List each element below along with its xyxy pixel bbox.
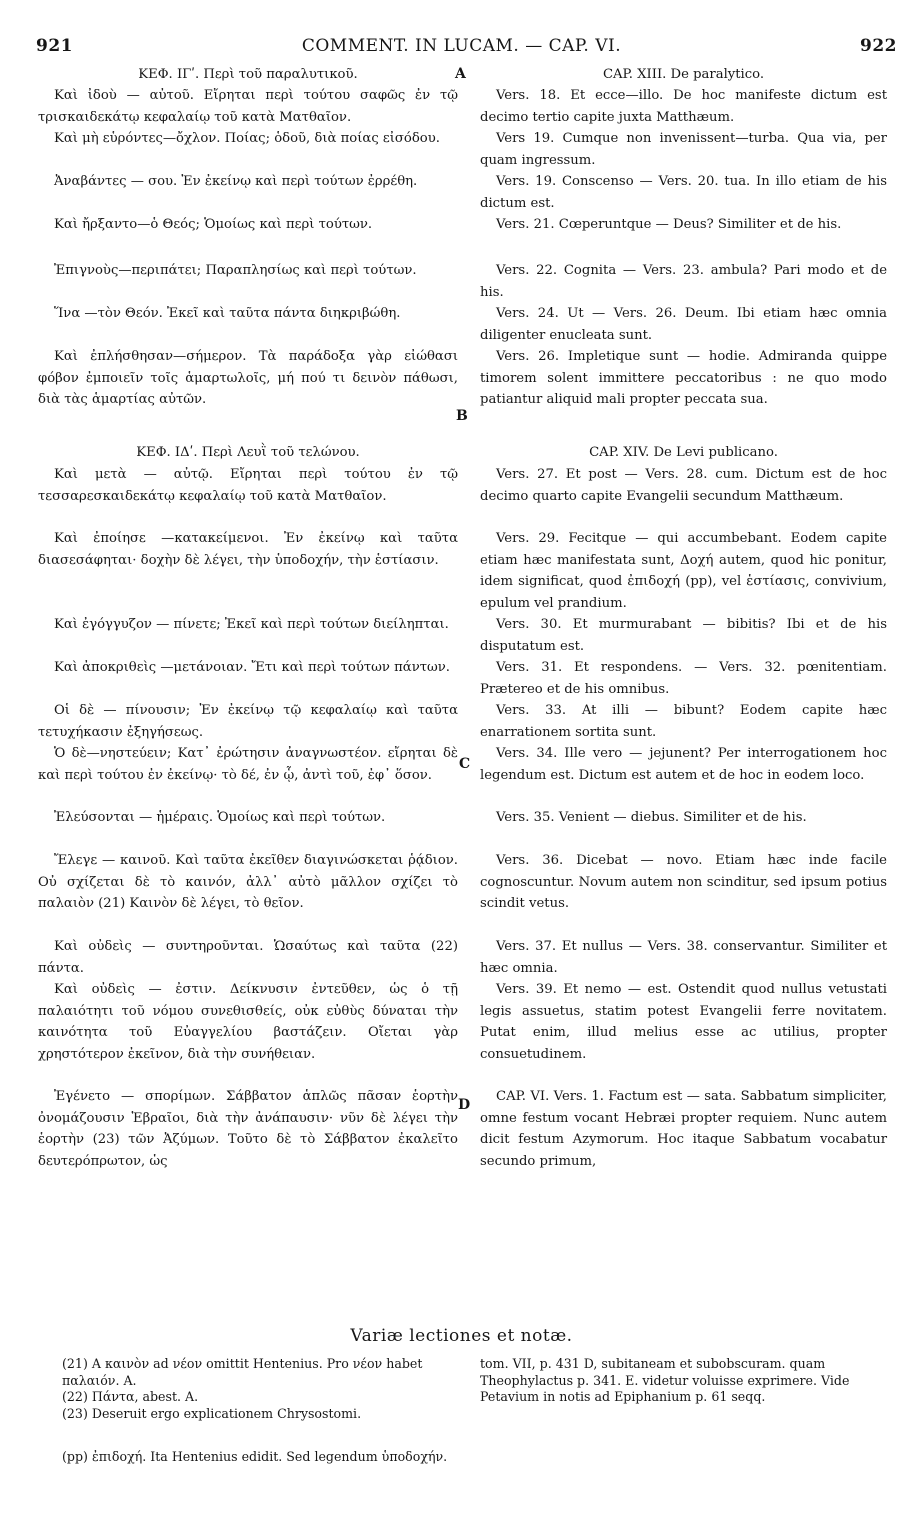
footnote-pp: (pp) ἐπιδοχή. Ita Hentenius edidit. Sed legendum ὑποδοχήν. (62, 1449, 448, 1464)
note-entry: (23) Deseruit ergo explicationem Chrysostomi. (62, 1405, 362, 1421)
greek-paragraph (38, 657, 458, 679)
greek-paragraph (38, 171, 458, 193)
latin-paragraph (480, 614, 887, 657)
latin-text: CAP. VI. Vers. 1. Factum est — sata. Sabbatum simpliciter, omne festum vocant Hebræi propter requiem. Nunc autem dicit festum Azymorum. Hoc itaque Sabbatum vocabatur secundo primum, (480, 1089, 887, 1169)
latin-paragraph (480, 464, 887, 507)
page-number-right: 922 (860, 36, 897, 56)
greek-paragraph (38, 1086, 458, 1172)
greek-text: Καὶ μετὰ — αὐτῷ. Εἴρηται περὶ τούτου ἐν τῷ τεσσαρεσκαιδεκάτῳ κεφαλαίῳ τοῦ κατὰ Ματθαῖον. (38, 467, 458, 504)
greek-text: ΚΕΦ. ΙΔʹ. Περὶ Λευῒ τοῦ τελώνου. (136, 445, 360, 460)
greek-paragraph (38, 807, 458, 829)
margin-marker-a: A (455, 66, 466, 82)
note-entry: (21) A καινὸν ad νέον omittit Hentenius. Pro νέον habet παλαιόν. A. (62, 1356, 423, 1388)
greek-paragraph (38, 979, 458, 1065)
page-number-left: 921 (36, 36, 73, 56)
latin-text: Vers. 37. Et nullus — Vers. 38. conservantur. Similiter et hæc omnia. (480, 939, 887, 976)
greek-text: ΚΕΦ. ΙΓʹ. Περὶ τοῦ παραλυτικοῦ. (138, 67, 358, 82)
latin-text: Vers. 29. Fecitque — qui accumbebant. Eodem capite etiam hæc manifestata sunt, Δοχή autem, quod hic ponitur, idem significat, quod ἐπιδοχή (pp), vel ἑστίασις, convivium, epulum vel prandium. (480, 531, 887, 611)
greek-text: Ἵνα —τὸν Θεόν. Ἐκεῖ καὶ ταῦτα πάντα διηκριβώθη. (54, 306, 401, 321)
note-entry: (22) Πάντα, abest. A. (62, 1389, 199, 1404)
latin-text: Vers. 24. Ut — Vers. 26. Deum. Ibi etiam hæc omnia diligenter enucleata sunt. (480, 306, 887, 343)
latin-chapter-heading (480, 442, 887, 464)
latin-paragraph (480, 807, 887, 829)
latin-paragraph (480, 85, 887, 128)
greek-text: Καὶ μὴ εὑρόντες—ὄχλον. Ποίας; ὁδοῦ, διὰ ποίας εἰσόδου. (54, 131, 440, 146)
notes-left-column (62, 1356, 460, 1422)
latin-text: Vers 19. Cumque non invenissent—turba. Qua via, per quam ingressum. (480, 131, 887, 168)
greek-text: Οἱ δὲ — πίνουσιν; Ἐν ἐκείνῳ τῷ κεφαλαίῳ καὶ ταῦτα τετυχήκασιν ἐξηγήσεως. (38, 703, 458, 740)
latin-text: Vers. 39. Et nemo — est. Ostendit quod nullus vetustati legis assuetus, statim potest Evangelii ferre novitatem. Putat enim, illud melius esse ac utilius, propter consuetudinem. (480, 982, 887, 1062)
latin-text: CAP. XIV. De Levi publicano. (589, 445, 778, 460)
greek-paragraph (38, 743, 458, 786)
latin-paragraph (480, 850, 887, 915)
latin-text: Vers. 30. Et murmurabant — bibitis? Ibi et de his disputatum est. (480, 617, 887, 654)
greek-paragraph (38, 528, 458, 571)
latin-paragraph (480, 346, 887, 411)
latin-text: Vers. 19. Conscenso — Vers. 20. tua. In illo etiam de his dictum est. (480, 174, 887, 211)
latin-paragraph (480, 979, 887, 1065)
greek-text: Καὶ ἤρξαντο—ὁ Θεός; Ὁμοίως καὶ περὶ τούτων. (54, 217, 373, 232)
greek-text: Ἐγένετο — σπορίμων. Σάββατον ἁπλῶς πᾶσαν ἑορτὴν ὀνομάζουσιν Ἑβραῖοι, διὰ τὴν ἀνάπαυσιν· νῦν δὲ λέγει τὴν ἑορτὴν (23) τῶν Ἀζύμων. Τοῦτο δὲ τὸ Σάββατον ἐκαλεῖτο δευτερόπρωτον, ὡς (38, 1089, 458, 1169)
running-header (0, 36, 923, 60)
greek-paragraph (38, 85, 458, 128)
greek-text: Ἐπιγνοὺς—περιπάτει; Παραπλησίως καὶ περὶ τούτων. (54, 263, 417, 278)
latin-text: Vers. 31. Et respondens. — Vers. 32. pœnitentiam. Prætereo et de his omnibus. (480, 660, 887, 697)
greek-paragraph (38, 128, 458, 150)
greek-text: Καὶ ἰδοὺ — αὐτοῦ. Εἴρηται περὶ τούτου σαφῶς ἐν τῷ τρισκαιδεκάτῳ κεφαλαίῳ τοῦ κατὰ Ματθαῖον. (38, 88, 458, 125)
latin-text: Vers. 22. Cognita — Vers. 23. ambula? Pari modo et de his. (480, 263, 887, 300)
latin-chapter-heading (480, 64, 887, 86)
greek-text: Καὶ ἀποκριθεὶς —μετάνοιαν. Ἔτι καὶ περὶ τούτων πάντων. (54, 660, 450, 675)
greek-chapter-heading (38, 442, 458, 464)
latin-paragraph (480, 936, 887, 979)
latin-text: CAP. XIII. De paralytico. (602, 67, 765, 82)
greek-text: Ἐλεύσονται — ἡμέραις. Ὁμοίως καὶ περὶ τούτων. (54, 810, 386, 825)
latin-paragraph (480, 260, 887, 303)
greek-text: Ἔλεγε — καινοῦ. Καὶ ταῦτα ἐκεῖθεν διαγινώσκεται ῥᾴδιον. Οὐ σχίζεται δὲ τὸ καινόν, ἀλλ᾽ αὐτὸ μᾶλλον σχίζει τὸ παλαιὸν (21) Καινὸν δὲ λέγει, τὸ θεῖον. (38, 853, 458, 911)
latin-paragraph (480, 528, 887, 614)
latin-text: Vers. 27. Et post — Vers. 28. cum. Dictum est de hoc decimo quarto capite Evangelii secundum Matthæum. (480, 467, 887, 504)
note-entry: tom. VII, p. 431 D, subitaneam et subobscuram. quam Theophylactus p. 341. E. videtur voluisse exprimere. Vide Petavium in notis ad Epiphanium p. 61 seqq. (480, 1356, 850, 1404)
greek-text: Καὶ ἐποίησε —κατακείμενοι. Ἐν ἐκείνῳ καὶ ταῦτα διασεσάφηται· δοχὴν δὲ λέγει, τὴν ὑποδοχήν, τὴν ἑστίασιν. (38, 531, 458, 568)
greek-paragraph (38, 850, 458, 915)
latin-text: Vers. 35. Venient — diebus. Similiter et de his. (496, 810, 807, 825)
greek-paragraph (38, 936, 458, 979)
latin-paragraph (480, 657, 887, 700)
latin-text: Vers. 34. Ille vero — jejunent? Per interrogationem hoc legendum est. Dictum est autem et de hoc in eodem loco. (480, 746, 887, 783)
margin-marker-d: D (458, 1097, 471, 1113)
greek-text: Καὶ οὐδεὶς — ἐστιν. Δείκνυσιν ἐντεῦθεν, ὡς ὁ τῇ παλαιότητι τοῦ νόμου συνεθισθείς, οὐκ εὐθὺς δύναται τὴν καινότητα τοῦ Εὐαγγελίου βαστάζειν. Οἴεται γὰρ χρηστότερον ἐκεῖνον, διὰ τὴν συνήθειαν. (38, 982, 458, 1062)
greek-paragraph (38, 614, 458, 636)
latin-text: Vers. 33. At illi — bibunt? Eodem capite hæc enarrationem sortita sunt. (480, 703, 887, 740)
greek-text: Ἀναβάντες — σου. Ἐν ἐκείνῳ καὶ περὶ τούτων ἐρρέθη. (54, 174, 418, 189)
notes-right-column (480, 1356, 890, 1406)
latin-text: Vers. 21. Cœperuntque — Deus? Similiter et de his. (496, 217, 842, 232)
latin-paragraph (480, 700, 887, 743)
running-title: COMMENT. IN LUCAM. — CAP. VI. (301, 36, 622, 56)
margin-marker-b: B (456, 408, 468, 424)
latin-text: Vers. 18. Et ecce—illo. De hoc manifeste dictum est decimo tertio capite juxta Matthæum. (480, 88, 887, 125)
greek-paragraph (38, 260, 458, 282)
latin-paragraph (480, 128, 887, 171)
latin-paragraph (480, 743, 887, 786)
margin-marker-c: C (459, 756, 471, 772)
greek-text: Καὶ ἐπλήσθησαν—σήμερον. Τὰ παράδοξα γὰρ εἰώθασι φόβον ἐμποιεῖν τοῖς ἁμαρτωλοῖς, μή πού τι δεινὸν πάθωσι, διὰ τὰς ἁμαρτίας αὐτῶν. (38, 349, 458, 407)
greek-paragraph (38, 303, 458, 325)
greek-text: Ὁ δὲ—νηστεύειν; Κατ᾽ ἐρώτησιν ἀναγνωστέον. εἴρηται δὲ καὶ περὶ τούτου ἐν ἐκείνῳ· τὸ δέ, ἐν ᾧ, ἀντὶ τοῦ, ἐφ᾽ ὅσον. (38, 746, 458, 783)
notes-heading: Variæ lectiones et notæ. (350, 1326, 573, 1346)
latin-text: Vers. 36. Dicebat — novo. Etiam hæc inde facile cognoscuntur. Novum autem non scinditur, sed ipsum potius scindit vetus. (480, 853, 887, 911)
greek-text: Καὶ ἐγόγγυζον — πίνετε; Ἐκεῖ καὶ περὶ τούτων διείληπται. (54, 617, 449, 632)
greek-paragraph (38, 464, 458, 507)
latin-paragraph (480, 1086, 887, 1172)
latin-paragraph (480, 171, 887, 214)
greek-paragraph (38, 214, 458, 236)
greek-text: Καὶ οὐδεὶς — συντηροῦνται. Ὡσαύτως καὶ ταῦτα (22) πάντα. (38, 939, 458, 976)
greek-paragraph (38, 346, 458, 411)
greek-chapter-heading (38, 64, 458, 86)
latin-paragraph (480, 303, 887, 346)
latin-paragraph (480, 214, 887, 236)
latin-text: Vers. 26. Impletique sunt — hodie. Admiranda quippe timorem solent immittere peccatoribus : ne quo modo patiantur aliquid mali propter peccata sua. (480, 349, 887, 407)
greek-paragraph (38, 700, 458, 743)
